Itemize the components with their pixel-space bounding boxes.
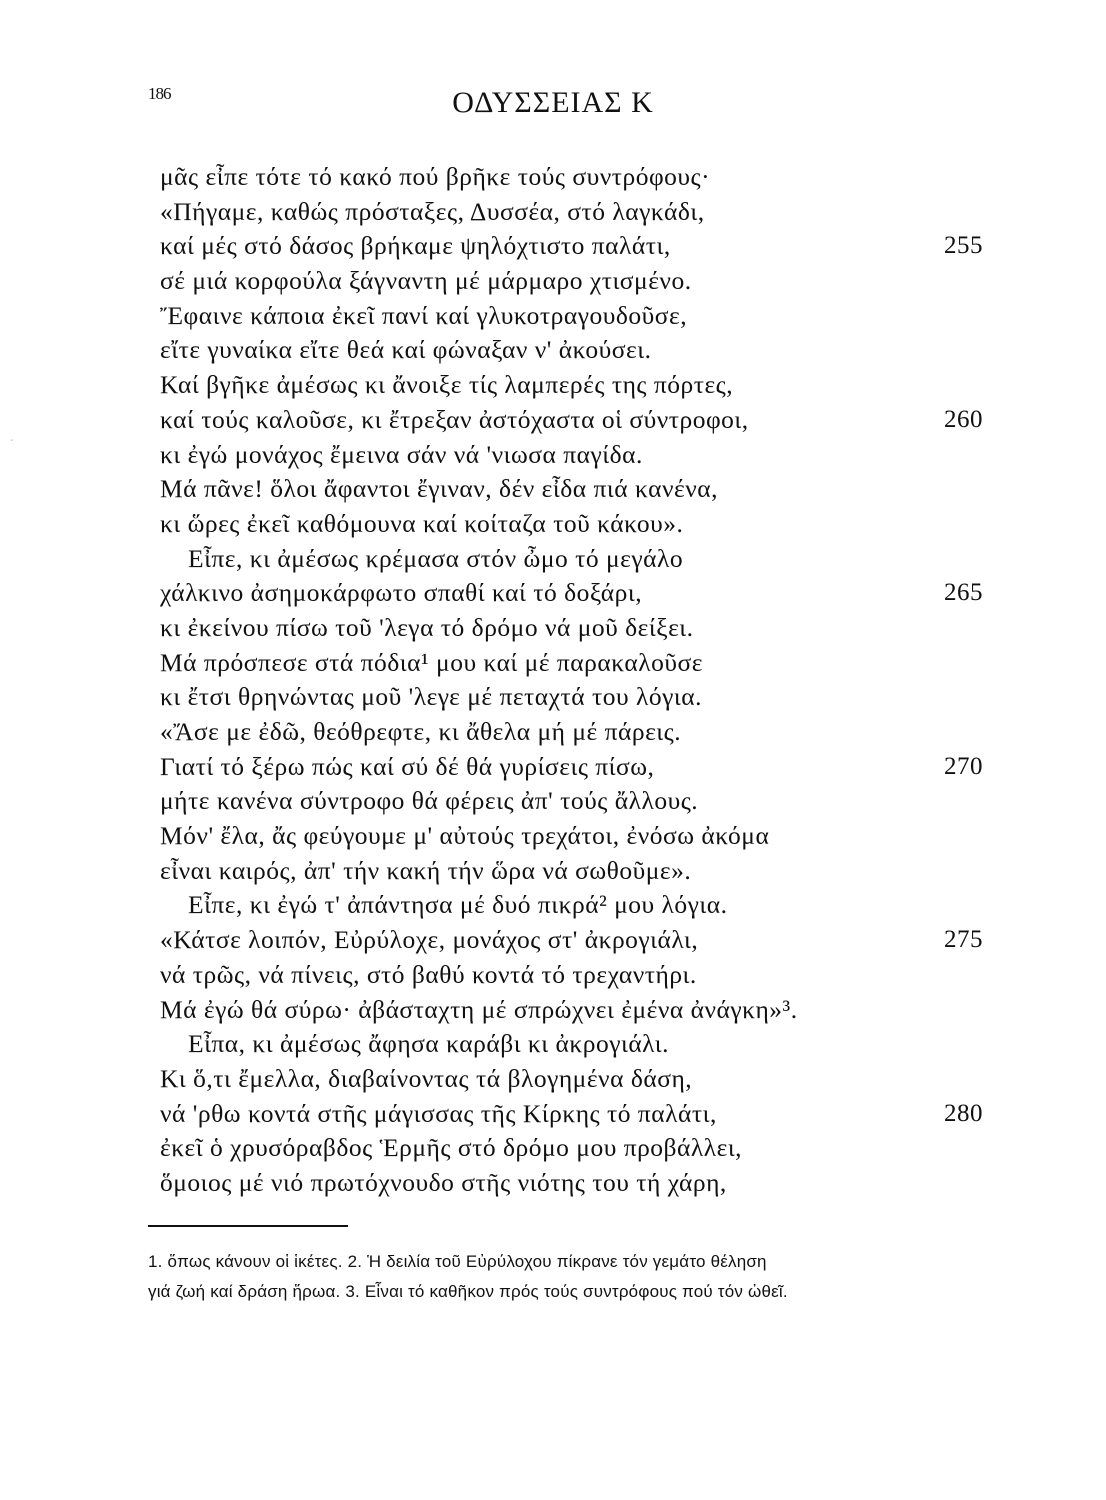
verse-line bbox=[160, 160, 1000, 195]
verse-text: ἐκεῖ ὁ χρυσόραβδος Ἑρμῆς στό δρόμο μου προβάλλει, bbox=[160, 1133, 743, 1163]
verse-text: Μόν' ἔλα, ἄς φεύγουμε μ' αὐτούς τρεχάτοι, ἐνόσω ἀκόμα bbox=[160, 821, 770, 851]
verse-line bbox=[160, 542, 1000, 577]
verse-text: Καί βγῆκε ἀμέσως κι ἄνοιξε τίς λαμπερές της πόρτες, bbox=[160, 370, 734, 400]
verse-line bbox=[160, 819, 1000, 854]
line-number: 275 bbox=[944, 926, 983, 954]
verse-text: Μά ἐγώ θά σύρω· ἀβάσταχτη μέ σπρώχνει ἐμένα ἀνάγκη»³. bbox=[160, 994, 798, 1024]
verse-text: «Ἄσε με ἐδῶ, θεόθρεφτε, κι ἄθελα μή μέ πάρεις. bbox=[160, 717, 682, 746]
verse-text: «Πήγαμε, καθώς πρόσταξες, Δυσσέα, στό λαγκάδι, bbox=[160, 196, 705, 226]
verse-text: μήτε κανένα σύντροφο θά φέρεις ἀπ' τούς ἄλλους. bbox=[160, 786, 699, 816]
line-number: 255 bbox=[944, 232, 983, 260]
verse-text: χάλκινο ἀσημοκάρφωτο σπαθί καί τό δοξάρι, bbox=[160, 578, 643, 608]
stray-mark: - bbox=[10, 435, 14, 446]
verse-line bbox=[160, 993, 1000, 1028]
footnote-line: 1. ὅπως κάνουν οἱ ἱκέτες. 2. Ἡ δειλία τοῦ Εὐρύλοχου πίκρανε τόν γεμάτο θέληση bbox=[148, 1252, 767, 1271]
verse-text: Κι ὅ,τι ἔμελλα, διαβαίνοντας τά βλογημένα δάση, bbox=[160, 1063, 693, 1093]
line-number: 260 bbox=[944, 405, 983, 433]
verse-line bbox=[160, 1131, 1000, 1166]
verse-line bbox=[160, 1062, 1000, 1097]
verse-text: Ἔφαινε κάποια ἐκεῖ πανί καί γλυκοτραγουδοῦσε, bbox=[160, 300, 688, 330]
footnote-line: γιά ζωή καί δράση ἥρωα. 3. Εἶναι τό καθῆκον πρός τούς συντρόφους πού τόν ὠθεῖ. bbox=[148, 1282, 788, 1301]
verse-text: μᾶς εἶπε τότε τό κακό πού βρῆκε τούς συντρόφους· bbox=[160, 162, 711, 191]
line-number: 280 bbox=[944, 1099, 983, 1127]
verse-line bbox=[160, 368, 1000, 403]
page-number: 186 bbox=[148, 84, 171, 103]
verse-text: Εἶπα, κι ἀμέσως ἄφησα καράβι κι ἀκρογιάλι. bbox=[188, 1029, 669, 1059]
verse-text: Μά πᾶνε! ὅλοι ἄφαντοι ἔγιναν, δέν εἶδα πιά κανένα, bbox=[160, 474, 718, 504]
verse-text: εἴτε γυναίκα εἴτε θεά καί φώναξαν ν' ἀκούσει. bbox=[160, 335, 652, 365]
verse-line bbox=[160, 888, 1000, 923]
verse-text: νά 'ρθω κοντά στῆς μάγισσας τῆς Κίρκης τό παλάτι, bbox=[160, 1098, 717, 1128]
verse-block bbox=[160, 160, 1000, 1201]
verse-text: «Κάτσε λοιπόν, Εὐρύλοχε, μονάχος στ' ἀκρογιάλι, bbox=[160, 925, 699, 955]
verse-line bbox=[160, 1097, 1000, 1132]
line-number: 270 bbox=[944, 752, 983, 780]
verse-line bbox=[160, 1027, 1000, 1062]
verse-text: νά τρῶς, νά πίνεις, στό βαθύ κοντά τό τρεχαντήρι. bbox=[160, 959, 697, 989]
verse-line bbox=[160, 576, 1000, 611]
verse-line bbox=[160, 958, 1000, 993]
verse-line bbox=[160, 507, 1000, 542]
verse-line bbox=[160, 750, 1000, 785]
verse-line bbox=[160, 229, 1000, 264]
verse-line bbox=[160, 646, 1000, 681]
verse-line bbox=[160, 299, 1000, 334]
verse-line bbox=[160, 403, 1000, 438]
verse-line bbox=[160, 472, 1000, 507]
verse-text: καί μές στό δάσος βρήκαμε ψηλόχτιστο παλάτι, bbox=[160, 231, 671, 261]
verse-text: κι ὥρες ἐκεῖ καθόμουνα καί κοίταζα τοῦ κάκου». bbox=[160, 508, 684, 538]
verse-text: Εἶπε, κι ἐγώ τ' ἀπάντησα μέ δυό πικρά² μου λόγια. bbox=[188, 890, 728, 920]
verse-line bbox=[160, 264, 1000, 299]
running-header: ΟΔΥΣΣΕΙΑΣ Κ bbox=[452, 86, 654, 119]
verse-line bbox=[160, 333, 1000, 368]
verse-line bbox=[160, 923, 1000, 958]
verse-text: ὅμοιος μέ νιό πρωτόχνουδο στῆς νιότης του τή χάρη, bbox=[160, 1167, 727, 1197]
verse-line bbox=[160, 438, 1000, 473]
verse-line bbox=[160, 611, 1000, 646]
footnotes bbox=[148, 1247, 998, 1307]
verse-line bbox=[160, 195, 1000, 230]
verse-line bbox=[160, 1166, 1000, 1201]
verse-line bbox=[160, 854, 1000, 889]
verse-text: εἶναι καιρός, ἀπ' τήν κακή τήν ὥρα νά σωθοῦμε». bbox=[160, 855, 692, 885]
verse-text: κι ἔτσι θρηνώντας μοῦ 'λεγε μέ πεταχτά του λόγια. bbox=[160, 682, 702, 712]
line-number: 265 bbox=[944, 579, 983, 607]
verse-text: Εἶπε, κι ἀμέσως κρέμασα στόν ὦμο τό μεγάλο bbox=[188, 543, 684, 573]
verse-text: κι ἐκείνου πίσω τοῦ 'λεγα τό δρόμο νά μοῦ δείξει. bbox=[160, 612, 694, 642]
verse-line bbox=[160, 715, 1000, 750]
verse-text: σέ μιά κορφούλα ξάγναντη μέ μάρμαρο χτισμένο. bbox=[160, 266, 692, 296]
verse-line bbox=[160, 680, 1000, 715]
footnote-separator bbox=[148, 1225, 348, 1227]
verse-text: Μά πρόσπεσε στά πόδια¹ μου καί μέ παρακαλοῦσε bbox=[160, 647, 703, 677]
verse-line bbox=[160, 784, 1000, 819]
verse-text: Γιατί τό ξέρω πώς καί σύ δέ θά γυρίσεις πίσω, bbox=[160, 751, 655, 781]
verse-text: κι ἐγώ μονάχος ἔμεινα σάν νά 'νιωσα παγίδα. bbox=[160, 439, 643, 469]
verse-text: καί τούς καλοῦσε, κι ἔτρεξαν ἀστόχαστα οἱ σύντροφοι, bbox=[160, 404, 749, 434]
